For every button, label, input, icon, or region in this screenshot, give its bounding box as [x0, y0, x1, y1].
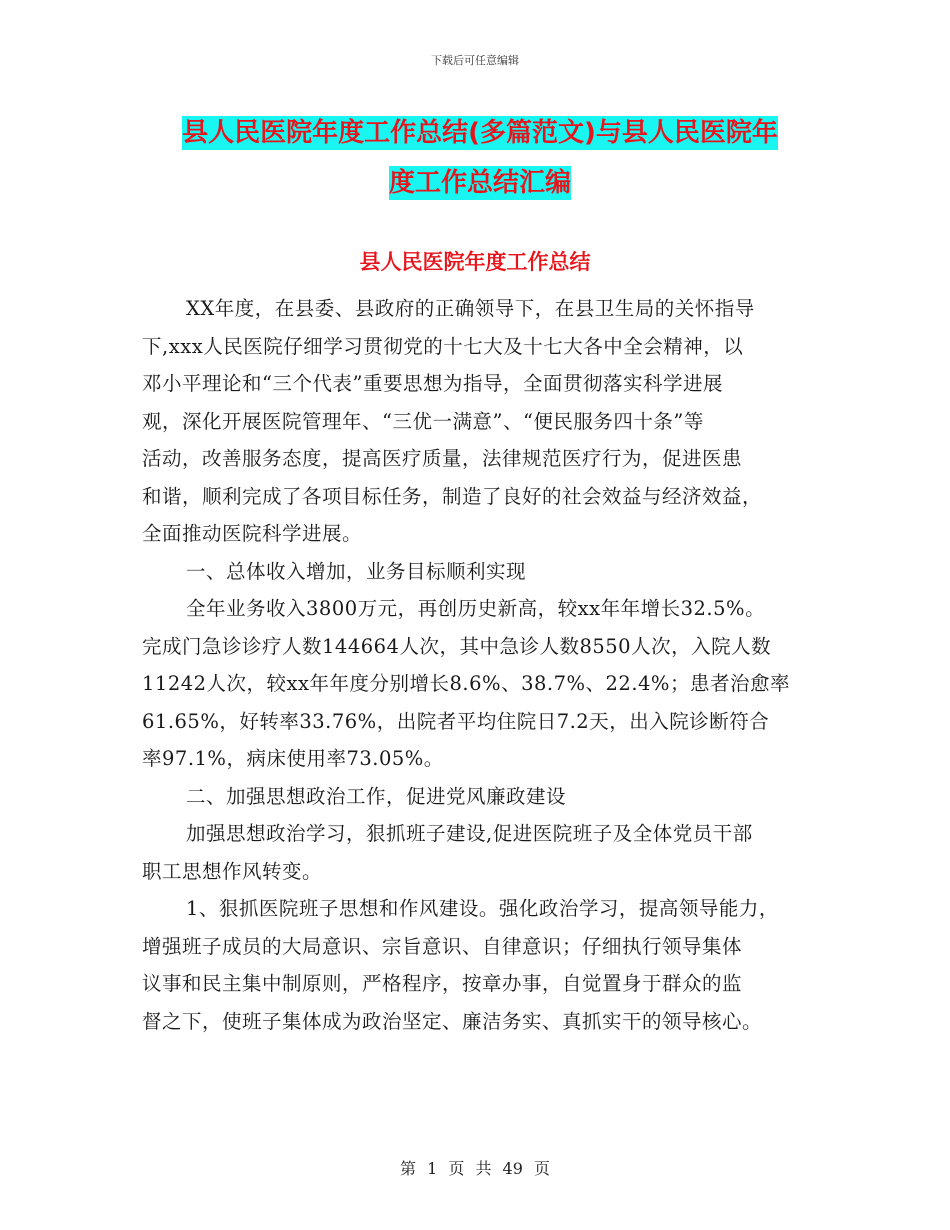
document-title	[140, 108, 820, 208]
title-line-2: 度工作总结汇编	[388, 168, 571, 198]
paragraph-line: 督之下，使班子集体成为政治坚定、廉洁务实、真抓实干的领导核心。	[142, 1009, 763, 1033]
paragraph-line: 增强班子成员的大局意识、宗旨意识、自律意识；仔细执行领导集体	[142, 934, 743, 958]
paragraph-line: XX年度，在县委、县政府的正确领导下，在县卫生局的关怀指导	[186, 297, 755, 320]
paragraph-line: 全年业务收入3800万元，再创历史新高，较xx年年增长32.5%。	[186, 597, 766, 620]
paragraph-line: 61.65%，好转率33.76%，出院者平均住院日7.2天，出入院诊断符合	[142, 709, 770, 733]
section-heading: 一、总体收入增加，业务目标顺利实现	[186, 559, 527, 583]
paragraph-line: 活动，改善服务态度，提高医疗质量，法律规范医疗行为，促进医患	[142, 447, 743, 470]
paragraph-line: 下,xxx人民医院仔细学习贯彻党的十七大及十七大各中全会精神，以	[142, 334, 744, 358]
paragraph-line: 职工思想作风转变。	[142, 859, 323, 883]
title-line-1: 县人民医院年度工作总结(多篇范文)与县人民医院年	[182, 118, 778, 148]
body-text	[142, 290, 814, 1040]
paragraph-line: 观，深化开展医院管理年、“三优一满意”、“便民服务四十条”等	[142, 409, 704, 433]
paragraph-line: 完成门急诊诊疗人数144664人次，其中急诊人数8550人次，入院人数	[142, 634, 772, 658]
paragraph-line: 加强思想政治学习，狠抓班子建设,促进医院班子及全体党员干部	[186, 822, 753, 845]
paragraph-line: 邓小平理论和“三个代表”重要思想为指导，全面贯彻落实科学进展	[142, 372, 723, 395]
header-note: 下载后可任意编辑	[431, 54, 519, 67]
paragraph-line: 率97.1%，病床使用率73.05%。	[142, 747, 444, 770]
paragraph-line: 议事和民主集中制原则，严格程序，按章办事，自觉置身于群众的监	[142, 972, 743, 995]
section-heading: 二、加强思想政治工作，促进党风廉政建设	[186, 784, 567, 808]
section-title: 县人民医院年度工作总结	[359, 250, 591, 274]
paragraph-line: 11242人次，较xx年年度分别增长8.6%、38.7%、22.4%；患者治愈率	[142, 672, 790, 695]
paragraph-line: 全面推动医院科学进展。	[142, 522, 363, 545]
page-footer: 第 1 页 共 49 页	[400, 1159, 550, 1178]
paragraph-line: 1、狠抓医院班子思想和作风建设。强化政治学习，提高领导能力，	[186, 897, 779, 920]
paragraph-line: 和谐，顺利完成了各项目标任务，制造了良好的社会效益与经济效益，	[142, 484, 763, 508]
